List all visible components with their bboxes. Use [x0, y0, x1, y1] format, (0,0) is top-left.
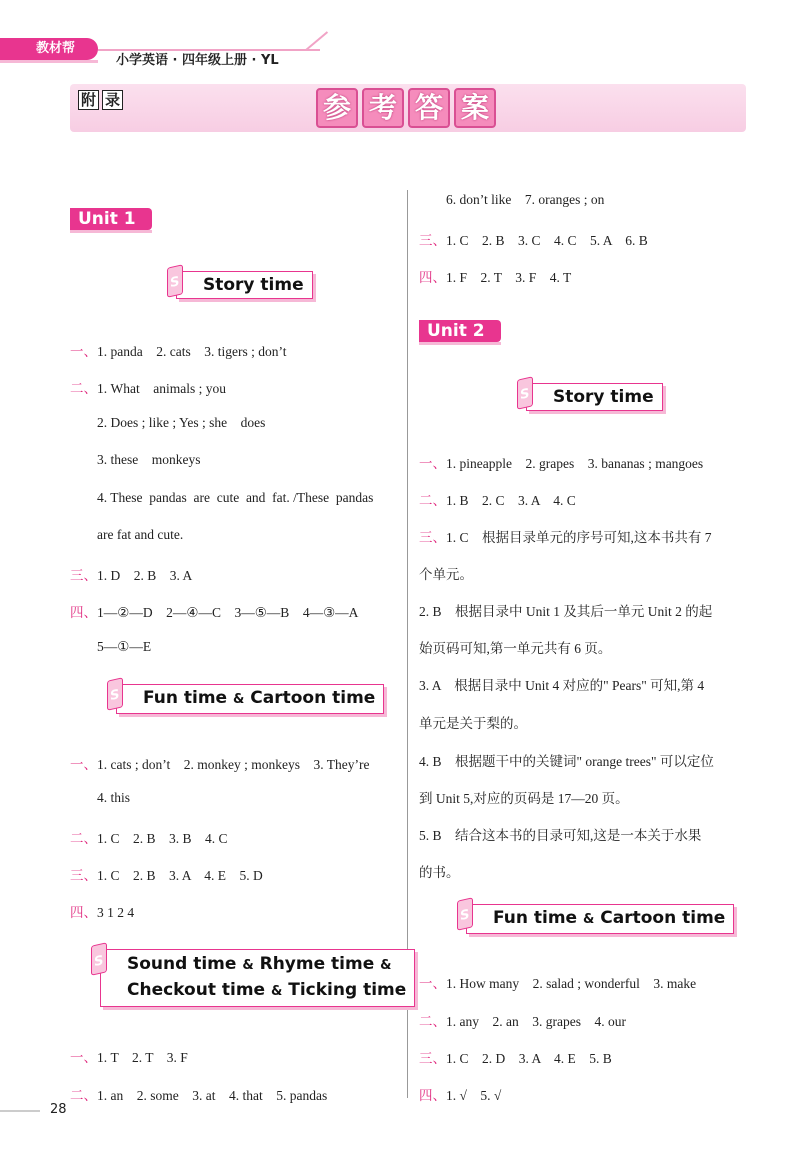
answer-text: 1. What animals ; you: [97, 381, 226, 396]
title-char-4: 案: [454, 88, 496, 128]
answer-line: 5. B 结合这本书的目录可知,这是一本关于水果: [419, 828, 702, 843]
section-story-time-1: [176, 271, 313, 299]
answer-line: 2. Does ; like ; Yes ; she does: [97, 415, 266, 430]
ampersand: &: [380, 958, 392, 973]
answer-line: 始页码可知,第一单元共有 6 页。: [419, 641, 612, 656]
answer-line: [419, 452, 703, 472]
answer-text: 1. C 2. B 3. C 4. C 5. A 6. B: [446, 233, 648, 248]
item-marker: 四、: [419, 270, 446, 286]
item-marker: 二、: [419, 1014, 446, 1030]
answer-line: [70, 864, 263, 884]
answer-text: 1. F 2. T 3. F 4. T: [446, 270, 572, 285]
ampersand: &: [233, 692, 245, 707]
ampersand: &: [242, 958, 254, 973]
answer-text: 1. C 根据目录单元的序号可知,这本书共有 7: [446, 530, 712, 545]
answer-line: [70, 753, 369, 773]
footer-rule: [0, 1110, 40, 1112]
answer-line: [70, 564, 192, 584]
item-marker: 一、: [419, 456, 446, 472]
title-char-1: 参: [316, 88, 358, 128]
answer-text: 1. B 2. C 3. A 4. C: [446, 493, 576, 508]
answer-text: 1. C 2. B 3. B 4. C: [97, 831, 228, 846]
answer-line: [70, 1046, 188, 1066]
section-title-a: Fun time: [493, 908, 578, 928]
answer-line: [70, 901, 134, 921]
section-story-time-2: [526, 383, 663, 411]
item-marker: 一、: [70, 344, 97, 360]
answer-line: 5—①—E: [97, 639, 152, 654]
item-marker: 三、: [419, 530, 446, 546]
answer-text: 3 1 2 4: [97, 905, 135, 920]
answer-text: 1—②—D 2—④—C 3—⑤—B 4—③—A: [97, 605, 359, 620]
page-number: 28: [50, 1102, 67, 1117]
section-title-b: Rhyme time: [259, 954, 375, 974]
book-icon: [91, 942, 107, 975]
ampersand: &: [583, 912, 595, 927]
section-fun-time-1: [116, 684, 384, 714]
section-title-b: Cartoon time: [250, 688, 376, 708]
answer-line: [70, 377, 226, 397]
answer-text: 1. How many 2. salad ; wonderful 3. make: [446, 976, 697, 991]
answer-line: 4. this: [97, 790, 131, 805]
answer-line: [419, 1084, 501, 1104]
unit-1-tag: Unit 1: [70, 208, 152, 230]
answer-text: 1. C 2. D 3. A 4. E 5. B: [446, 1051, 612, 1066]
answer-line: 3. these monkeys: [97, 452, 201, 467]
answer-line: [419, 1047, 612, 1067]
answer-line: 2. B 根据目录中 Unit 1 及其后一单元 Unit 2 的起: [419, 604, 713, 619]
section-title-c: Checkout time: [127, 980, 266, 1000]
answer-line: 6. don’t like 7. oranges ; on: [446, 192, 605, 207]
answer-text: 1. pineapple 2. grapes 3. bananas ; mangoes: [446, 456, 704, 471]
section-fun-time-2: [466, 904, 734, 934]
book-icon: [517, 376, 533, 409]
answer-text: 1. T 2. T 3. F: [97, 1050, 188, 1065]
answer-text: 1. cats ; don’t 2. monkey ; monkeys 3. They’re: [97, 757, 370, 772]
section-title-b: Cartoon time: [600, 908, 726, 928]
item-marker: 三、: [70, 568, 97, 584]
ampersand: &: [270, 984, 283, 999]
answer-line: are fat and cute.: [97, 527, 184, 542]
section-title-d: Ticking time: [288, 980, 407, 1000]
page-title: [316, 88, 496, 128]
answer-line: [70, 340, 286, 360]
item-marker: 二、: [419, 493, 446, 509]
item-marker: 一、: [70, 1050, 97, 1066]
item-marker: 二、: [70, 1088, 97, 1104]
item-marker: 三、: [419, 1051, 446, 1067]
section-title: Story time: [203, 275, 304, 295]
book-icon: [167, 264, 183, 297]
section-title-a: Fun time: [143, 688, 228, 708]
answer-line: 单元是关于梨的。: [419, 716, 527, 731]
appendix-label: [78, 90, 126, 110]
answer-text: 1. any 2. an 3. grapes 4. our: [446, 1014, 626, 1029]
brand-tag: 教材帮: [0, 38, 98, 60]
book-icon: [107, 677, 123, 710]
section-title: Story time: [553, 387, 654, 407]
title-char-2: 考: [362, 88, 404, 128]
answer-line: [419, 489, 576, 509]
answer-line: [70, 827, 228, 847]
item-marker: 二、: [70, 381, 97, 397]
item-marker: 一、: [70, 757, 97, 773]
answer-line: [419, 1010, 626, 1030]
book-title: 小学英语 · 四年级上册 · YL: [98, 49, 320, 71]
answer-line: 4. B 根据题干中的关键词" orange trees" 可以定位: [419, 754, 714, 769]
answer-line: 3. A 根据目录中 Unit 4 对应的" Pears" 可知,第 4: [419, 678, 705, 693]
answer-text: 1. D 2. B 3. A: [97, 568, 193, 583]
answer-line: 的书。: [419, 865, 460, 880]
answer-text: 1. C 2. B 3. A 4. E 5. D: [97, 868, 263, 883]
answer-line: [419, 229, 648, 249]
answer-text: 1. panda 2. cats 3. tigers ; don’t: [97, 344, 287, 359]
answer-line: 到 Unit 5,对应的页码是 17—20 页。: [419, 791, 629, 806]
title-char-3: 答: [408, 88, 450, 128]
answer-line: [70, 601, 358, 621]
answer-line: [419, 266, 571, 286]
item-marker: 三、: [419, 233, 446, 249]
item-marker: 二、: [70, 831, 97, 847]
appendix-char-2: 录: [102, 90, 123, 110]
answer-line: [419, 972, 696, 992]
appendix-char-1: 附: [78, 90, 99, 110]
answer-line: 个单元。: [419, 567, 473, 582]
book-icon: [457, 897, 473, 930]
item-marker: 四、: [70, 605, 97, 621]
section-sound-time-1: [100, 949, 415, 1007]
item-marker: 一、: [419, 976, 446, 992]
answer-text: 1. √ 5. √: [446, 1088, 502, 1103]
section-title-a: Sound time: [127, 954, 237, 974]
answer-line: 4. These pandas are cute and fat. /These pandas: [97, 490, 374, 505]
item-marker: 四、: [419, 1088, 446, 1104]
unit-2-tag: Unit 2: [419, 320, 501, 342]
answer-text: 1. an 2. some 3. at 4. that 5. pandas: [97, 1088, 328, 1103]
answer-line: [419, 526, 712, 546]
answer-line: [70, 1084, 327, 1104]
item-marker: 四、: [70, 905, 97, 921]
item-marker: 三、: [70, 868, 97, 884]
